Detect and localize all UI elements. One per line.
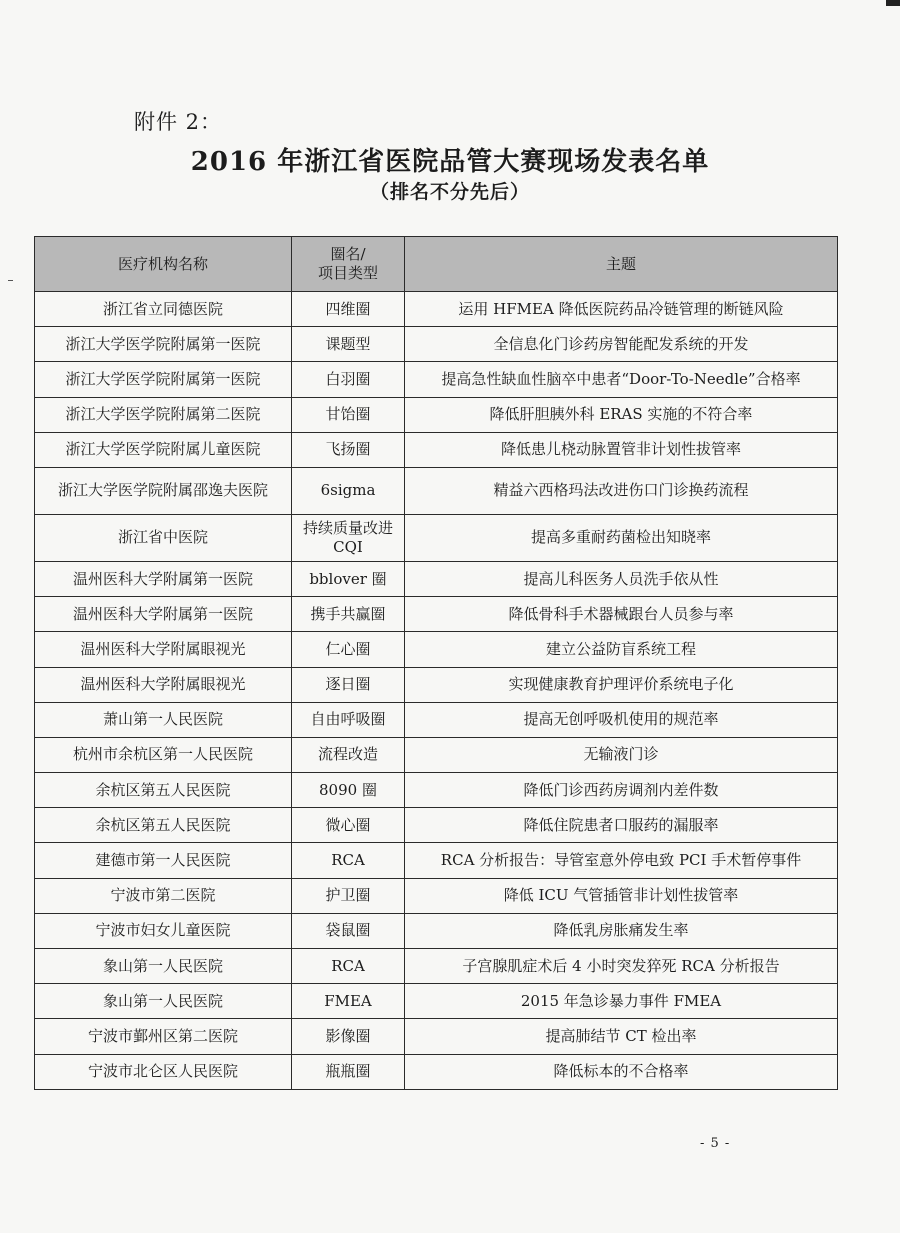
circle-cell: 四维圈 [292,292,405,327]
table-row [35,632,838,667]
topic-cell: 提高无创呼吸机使用的规范率 [405,702,838,737]
org-cell: 象山第一人民医院 [35,949,292,984]
header-row [35,237,838,292]
org-cell: 萧山第一人民医院 [35,702,292,737]
table-row [35,1019,838,1054]
circle-cell: 自由呼吸圈 [292,702,405,737]
org-cell: 浙江大学医学院附属第一医院 [35,362,292,397]
table-row [35,397,838,432]
table-row [35,878,838,913]
circle-cell: 逐日圈 [292,667,405,702]
table-row [35,702,838,737]
topic-cell: 2015 年急诊暴力事件 FMEA [405,984,838,1019]
topic-cell: 降低门诊西药房调剂内差件数 [405,773,838,808]
circle-cell: 持续质量改进 CQI [292,514,405,561]
topic-cell: RCA 分析报告：导管室意外停电致 PCI 手术暂停事件 [405,843,838,878]
circle-cell: 8090 圈 [292,773,405,808]
org-cell: 温州医科大学附属第一医院 [35,561,292,596]
table-row [35,514,838,561]
table-row [35,773,838,808]
circle-cell: 6sigma [292,467,405,514]
circle-cell: 瓶瓶圈 [292,1054,405,1089]
topic-cell: 实现健康教育护理评价系统电子化 [405,667,838,702]
table-row [35,362,838,397]
topic-cell: 提高儿科医务人员洗手依从性 [405,561,838,596]
topic-cell: 降低患儿桡动脉置管非计划性拔管率 [405,432,838,467]
org-cell: 宁波市第二医院 [35,878,292,913]
table-header [35,237,838,292]
topic-cell: 降低 ICU 气管插管非计划性拔管率 [405,878,838,913]
circle-cell: 飞扬圈 [292,432,405,467]
circle-cell: 课题型 [292,327,405,362]
table-row [35,808,838,843]
topic-cell: 降低标本的不合格率 [405,1054,838,1089]
document-title: 2016 年浙江省医院品管大赛现场发表名单 [190,147,710,177]
topic-cell: 建立公益防盲系统工程 [405,632,838,667]
topic-cell: 提高急性缺血性脑卒中患者“Door-To-Needle”合格率 [405,362,838,397]
circle-cell: 影像圈 [292,1019,405,1054]
topic-cell: 无输液门诊 [405,737,838,772]
table-row [35,1054,838,1089]
table-row [35,467,838,514]
topic-cell: 提高多重耐药菌检出知晓率 [405,514,838,561]
org-cell: 温州医科大学附属眼视光 [35,667,292,702]
circle-cell: 甘饴圈 [292,397,405,432]
org-cell: 象山第一人民医院 [35,984,292,1019]
circle-cell: bblover 圈 [292,561,405,596]
org-cell: 浙江大学医学院附属儿童医院 [35,432,292,467]
table-row [35,737,838,772]
org-cell: 浙江大学医学院附属邵逸夫医院 [35,467,292,514]
table-body [35,292,838,1090]
org-cell: 余杭区第五人民医院 [35,808,292,843]
org-cell: 宁波市鄞州区第二医院 [35,1019,292,1054]
scan-stray-mark [8,280,13,281]
scan-corner-mark [886,0,900,6]
table-row [35,597,838,632]
table-row [35,432,838,467]
org-cell: 浙江省中医院 [35,514,292,561]
topic-cell: 运用 HFMEA 降低医院药品冷链管理的断链风险 [405,292,838,327]
document-subtitle: （排名不分先后） [369,181,530,203]
topic-cell: 降低乳房胀痛发生率 [405,913,838,948]
circle-cell: 护卫圈 [292,878,405,913]
org-cell: 浙江省立同德医院 [35,292,292,327]
topic-cell: 全信息化门诊药房智能配发系统的开发 [405,327,838,362]
circle-cell: RCA [292,949,405,984]
org-cell: 浙江大学医学院附属第二医院 [35,397,292,432]
org-cell: 温州医科大学附属第一医院 [35,597,292,632]
table-row [35,913,838,948]
topic-cell: 提高肺结节 CT 检出率 [405,1019,838,1054]
topic-cell: 降低肝胆胰外科 ERAS 实施的不符合率 [405,397,838,432]
table-row [35,984,838,1019]
circle-cell: 携手共赢圈 [292,597,405,632]
org-cell: 浙江大学医学院附属第一医院 [35,327,292,362]
header-circle-label: 圈名/ 项目类型 [317,245,378,282]
org-cell: 温州医科大学附属眼视光 [35,632,292,667]
topic-cell: 子宫腺肌症术后 4 小时突发猝死 RCA 分析报告 [405,949,838,984]
topic-cell: 降低骨科手术器械跟台人员参与率 [405,597,838,632]
topic-cell: 精益六西格玛法改进伤口门诊换药流程 [405,467,838,514]
org-cell: 建德市第一人民医院 [35,843,292,878]
org-cell: 宁波市北仑区人民医院 [35,1054,292,1089]
circle-cell: 袋鼠圈 [292,913,405,948]
circle-cell: 仁心圈 [292,632,405,667]
presentation-roster-table [34,236,838,1090]
circle-cell: 白羽圈 [292,362,405,397]
table-row [35,561,838,596]
org-cell: 杭州市余杭区第一人民医院 [35,737,292,772]
org-cell: 余杭区第五人民医院 [35,773,292,808]
header-org: 医疗机构名称 [35,237,292,292]
table-row [35,843,838,878]
table-row [35,292,838,327]
table-row [35,949,838,984]
table-row [35,667,838,702]
topic-cell: 降低住院患者口服药的漏服率 [405,808,838,843]
org-cell: 宁波市妇女儿童医院 [35,913,292,948]
header-topic: 主题 [405,237,838,292]
circle-cell: 流程改造 [292,737,405,772]
attachment-label: 附件 2： [134,110,223,134]
header-circle [292,237,405,292]
table-row [35,327,838,362]
circle-cell: 微心圈 [292,808,405,843]
page-number: - 5 - [700,1136,731,1151]
circle-cell: RCA [292,843,405,878]
circle-cell: FMEA [292,984,405,1019]
